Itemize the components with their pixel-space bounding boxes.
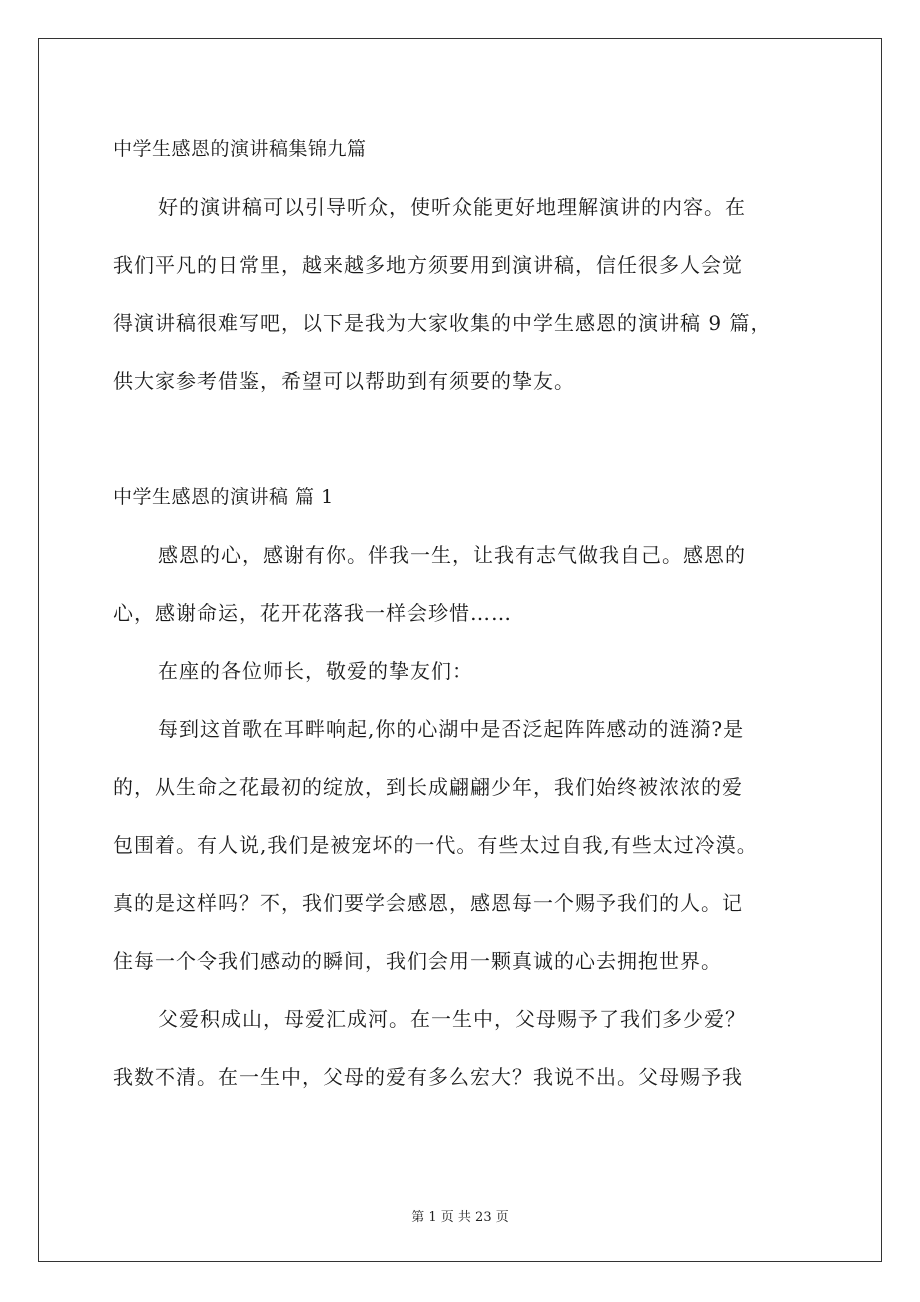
paragraph-line: 包围着。有人说,我们是被宠坏的一代。有些太过自我,有些太过冷漠。 — [113, 833, 758, 857]
paragraph-line: 供大家参考借鉴，希望可以帮助到有须要的挚友。 — [113, 369, 575, 393]
paragraph-line: 心，感谢命运，花开花落我一样会珍惜…… — [113, 601, 512, 625]
paragraph-line: 我数不清。在一生中，父母的爱有多么宏大？我说不出。父母赐予我 — [113, 1065, 743, 1089]
paragraph-spacer — [113, 410, 813, 468]
document-title: 中学生感恩的演讲稿集锦九篇 — [113, 138, 367, 160]
paragraph-line: 我们平凡的日常里，越来越多地方须要用到演讲稿，信任很多人会觉 — [113, 253, 743, 277]
section-heading: 中学生感恩的演讲稿 篇 1 — [113, 486, 334, 508]
paragraph-line: 父爱积成山，母爱汇成河。在一生中，父母赐予了我们多少爱？ — [158, 1007, 746, 1031]
page-number-footer: 第 1 页 共 23 页 — [411, 1210, 509, 1225]
paragraph-line: 住每一个令我们感动的瞬间，我们会用一颗真诚的心去拥抱世界。 — [113, 949, 722, 973]
paragraph-line: 得演讲稿很难写吧，以下是我为大家收集的中学生感恩的演讲稿 9 篇， — [113, 311, 772, 335]
paragraph-line: 的，从生命之花最初的绽放，到长成翩翩少年，我们始终被浓浓的爱 — [113, 775, 743, 799]
paragraph-line: 在座的各位师长，敬爱的挚友们： — [158, 659, 473, 683]
paragraph-line: 真的是这样吗？不，我们要学会感恩，感恩每一个赐予我们的人。记 — [113, 891, 743, 915]
paragraph-line: 感恩的心，感谢有你。伴我一生，让我有志气做我自己。感恩的 — [158, 543, 746, 567]
document-body — [113, 120, 813, 1106]
paragraph-line: 每到这首歌在耳畔响起,你的心湖中是否泛起阵阵感动的涟漪?是 — [158, 717, 745, 741]
paragraph-line: 好的演讲稿可以引导听众，使听众能更好地理解演讲的内容。在 — [158, 195, 746, 219]
